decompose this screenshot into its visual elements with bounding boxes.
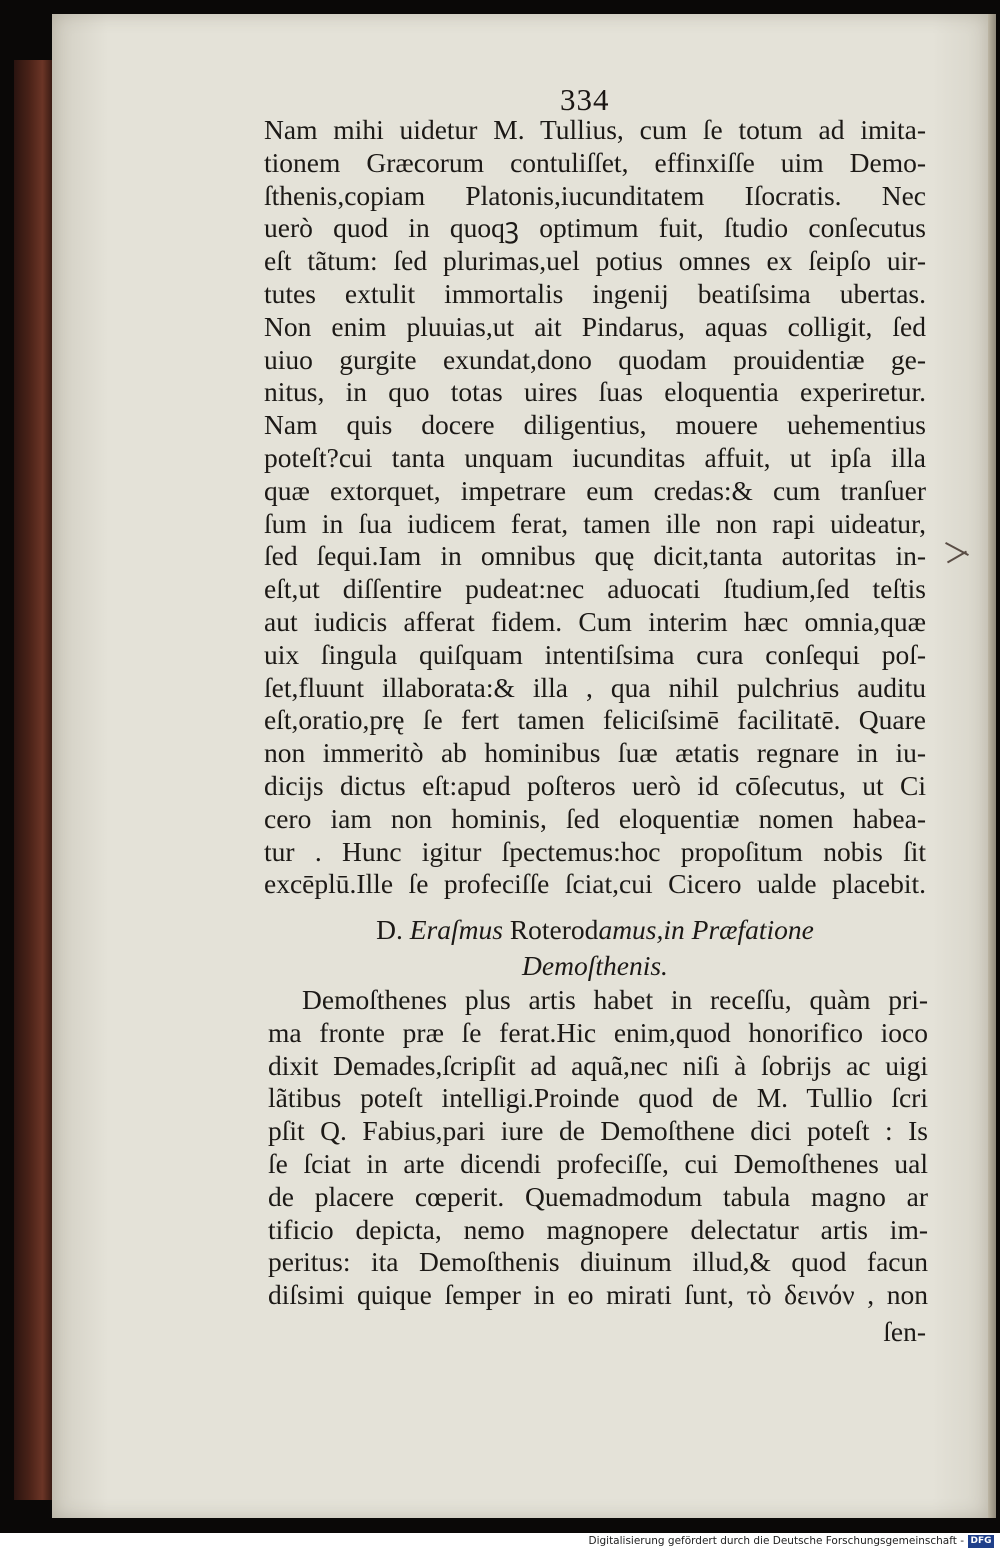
text-line: de placere cœperit. Quemadmodum tabula magno ar (268, 1180, 928, 1212)
heading-source: amus,in Præfatione (598, 914, 814, 945)
heading-prefix: D. (376, 914, 410, 945)
text-line: uix ſingula quiſquam intentiſsima cura conſequi poſ- (264, 638, 926, 670)
text-line: Nam mihi uidetur M. Tullius, cum ſe totum ad imita- (264, 114, 926, 145)
text-line: dixit Demades,ſcripſit ad aquã,nec niſi à ſobrijs ac uigi (268, 1049, 928, 1081)
text-line: eſt,ut diſſentire pudeat:nec aduocati ſtudium,ſed teſtis (264, 573, 926, 605)
book-spine (14, 60, 52, 1500)
text-line: ſum in ſua iudicem ferat, tamen ille non rapi uideatur, (264, 507, 926, 539)
text-line: peritus: ita Demoſthenis diuinum illud,& quod facun (268, 1246, 928, 1278)
second-text-block (268, 984, 928, 1312)
text-line: eſt tãtum: ſed plurimas,uel potius omnes ex ſeipſo uir- (264, 245, 926, 277)
text-line: Demoſthenes plus artis habet in receſſu, quàm pri- (302, 984, 928, 1015)
text-line: excēplū.Ille ſe profeciſſe ſciat,cui Cicero ualde placebit. (264, 868, 926, 900)
text-line: tutes extulit immortalis ingenij beatiſsima ubertas. (264, 277, 926, 309)
text-line: diſsimi quique ſemper in eo mirati ſunt, τὸ δεινόν , non (268, 1279, 928, 1311)
text-line: ſthenis,copiam Platonis,iucunditatem Iſocratis. Nec (264, 179, 926, 211)
text-line: Non enim pluuias,ut ait Pindarus, aquas colligit, ſed (264, 310, 926, 342)
page-number: 334 (560, 82, 610, 117)
text-line: tionem Græcorum contuliſſet, effinxiſſe uim Demo- (264, 146, 926, 178)
text-line: dicijs dictus eſt:apud poſteros uerò id cōſecutus, ut Ci (264, 769, 926, 801)
heading-line-1 (264, 912, 926, 948)
heading-line-2: Demoſthenis. (522, 950, 668, 981)
footer-credit: Digitalisierung gefördert durch die Deutsche Forschungsgemeinschaft - (588, 1535, 964, 1547)
text-line: quæ extorquet, impetrare eum credas:& cum tranſuer (264, 474, 926, 506)
main-text-block (264, 114, 926, 901)
text-line: cero iam non hominis, ſed eloquentiæ nomen habea- (264, 802, 926, 834)
catchword: ſen- (883, 1316, 926, 1347)
text-line: tur . Hunc igitur ſpectemus:hoc propoſitum nobis ſit (264, 835, 926, 867)
page-edge (988, 14, 996, 1518)
text-line: lãtibus poteſt intelligi.Proinde quod de M. Tullio ſcri (268, 1082, 928, 1114)
text-line: tificio depicta, nemo magnopere delectatur artis im- (268, 1213, 928, 1245)
footer-bar (0, 1533, 1000, 1551)
text-line: Nam quis docere diligentius, mouere uehementius (264, 409, 926, 441)
text-line: non immeritò ab hominibus ſuæ ætatis regnare in iu- (264, 737, 926, 769)
section-heading (264, 912, 926, 984)
text-line: eſt,oratio,prę ſe fert tamen feliciſsimē facilitatē. Quare (264, 704, 926, 736)
heading-author-last: Roterod (502, 914, 599, 945)
text-line: nitus, in quo totas uires ſuas eloquentia experiretur. (264, 376, 926, 408)
text-line: uerò quod in quoqꝫ optimum fuit, ſtudio conſecutus (264, 212, 926, 244)
text-line: pſit Q. Fabius,pari iure de Demoſthene dici poteſt : Is (268, 1115, 928, 1147)
heading-author-first: Eraſmus (409, 914, 503, 945)
text-line: ma fronte præ ſe ferat.Hic enim,quod honorifico ioco (268, 1016, 928, 1048)
text-line: uiuo gurgite exundat,dono quodam prouidentiæ ge- (264, 343, 926, 375)
text-line: poteſt?cui tanta unquam iucunditas affuit, ut ipſa illa (264, 441, 926, 473)
text-line: ſet,fluunt illaborata:& illa , qua nihil pulchrius auditu (264, 671, 926, 703)
text-line: aut iudicis afferat fidem. Cum interim hæc omnia,quæ (264, 605, 926, 637)
text-line: ſed ſequi.Iam in omnibus quę dicit,tanta autoritas in- (264, 540, 926, 572)
dfg-logo-icon: DFG (968, 1535, 994, 1548)
text-line: ſe ſciat in arte dicendi profeciſſe, cui Demoſthenes ual (268, 1147, 928, 1179)
